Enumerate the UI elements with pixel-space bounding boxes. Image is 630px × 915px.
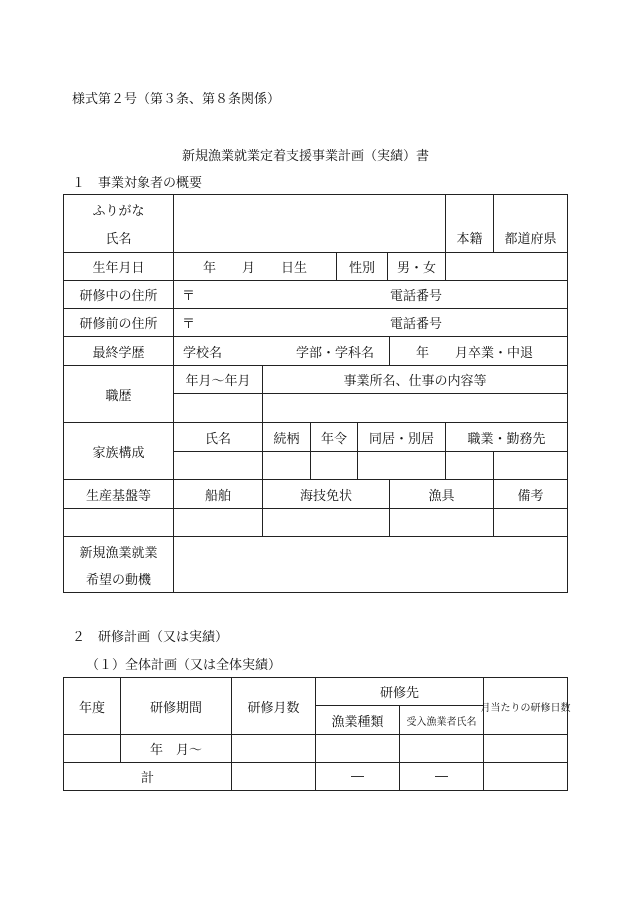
family-name-header: 氏名 <box>204 431 231 447</box>
remarks-header: 備考 <box>517 488 544 504</box>
motive-label-line2: 希望の動機 <box>85 572 151 588</box>
family-cohabit-header: 同居・別居 <box>368 431 434 447</box>
host-name-dash: ― <box>435 769 448 784</box>
school-label: 学校名 <box>183 345 223 361</box>
honseki-label: 本籍 <box>456 232 483 247</box>
phone-label: 電話番号 <box>390 289 443 304</box>
postal-mark: 〒 <box>182 317 196 332</box>
gear-header: 漁具 <box>428 488 455 504</box>
document-title: 新規漁業就業定着支援事業計画（実績）書 <box>182 149 430 164</box>
destination-header: 研修先 <box>379 686 419 701</box>
motive-input[interactable] <box>174 537 567 592</box>
sex-choice[interactable]: 男・女 <box>396 261 436 276</box>
total-label: 計 <box>140 771 154 786</box>
birthdate-field[interactable]: 年 月 日生 <box>202 261 307 276</box>
phone-label: 電話番号 <box>390 317 443 332</box>
section1-heading: １ 事業対象者の概要 <box>72 176 203 191</box>
address-before-label: 研修前の住所 <box>79 317 158 332</box>
form-number: 様式第２号（第３条、第８条関係） <box>72 92 281 107</box>
family-label: 家族構成 <box>92 445 145 461</box>
production-label: 生産基盤等 <box>85 488 151 504</box>
career-workplace-header: 事業所名、仕事の内容等 <box>343 374 487 389</box>
months-header: 研修月数 <box>247 700 300 716</box>
career-label: 職歴 <box>105 388 132 404</box>
graduation-field: 年 月卒業・中退 <box>416 345 534 361</box>
faculty-label: 学部・学科名 <box>296 345 375 361</box>
career-period-header: 年月～年月 <box>185 374 251 389</box>
address-during-label: 研修中の住所 <box>79 289 158 304</box>
section2-heading: ２ 研修計画（又は実績） <box>72 630 229 645</box>
vessel-header: 船舶 <box>204 488 231 504</box>
fishery-type-header: 漁業種類 <box>331 714 384 730</box>
family-relation-header: 続柄 <box>273 431 300 447</box>
license-header: 海技免状 <box>299 488 352 504</box>
host-name-header: 受入漁業者氏名 <box>406 716 477 728</box>
section2-subheading: （１）全体計画（又は全体実績） <box>86 658 282 673</box>
family-age-header: 年令 <box>320 431 347 447</box>
prefecture-label: 都道府県 <box>504 232 557 247</box>
family-occupation-header: 職業・勤務先 <box>467 431 546 447</box>
fishery-type-dash: ― <box>351 769 364 784</box>
furigana-label: ふりがな <box>92 204 145 219</box>
days-per-month-header: 月当たりの研修日数 <box>480 702 571 714</box>
period-header: 研修期間 <box>149 700 202 716</box>
motive-label-line1: 新規漁業就業 <box>79 545 158 561</box>
period-value[interactable]: 年 月～ <box>149 743 202 758</box>
education-label: 最終学歴 <box>92 345 145 361</box>
name-input[interactable] <box>174 195 445 252</box>
year-header: 年度 <box>78 700 105 716</box>
sex-label: 性別 <box>348 261 375 276</box>
birthdate-label: 生年月日 <box>92 261 145 276</box>
name-label: 氏名 <box>105 232 132 247</box>
postal-mark: 〒 <box>182 289 196 304</box>
